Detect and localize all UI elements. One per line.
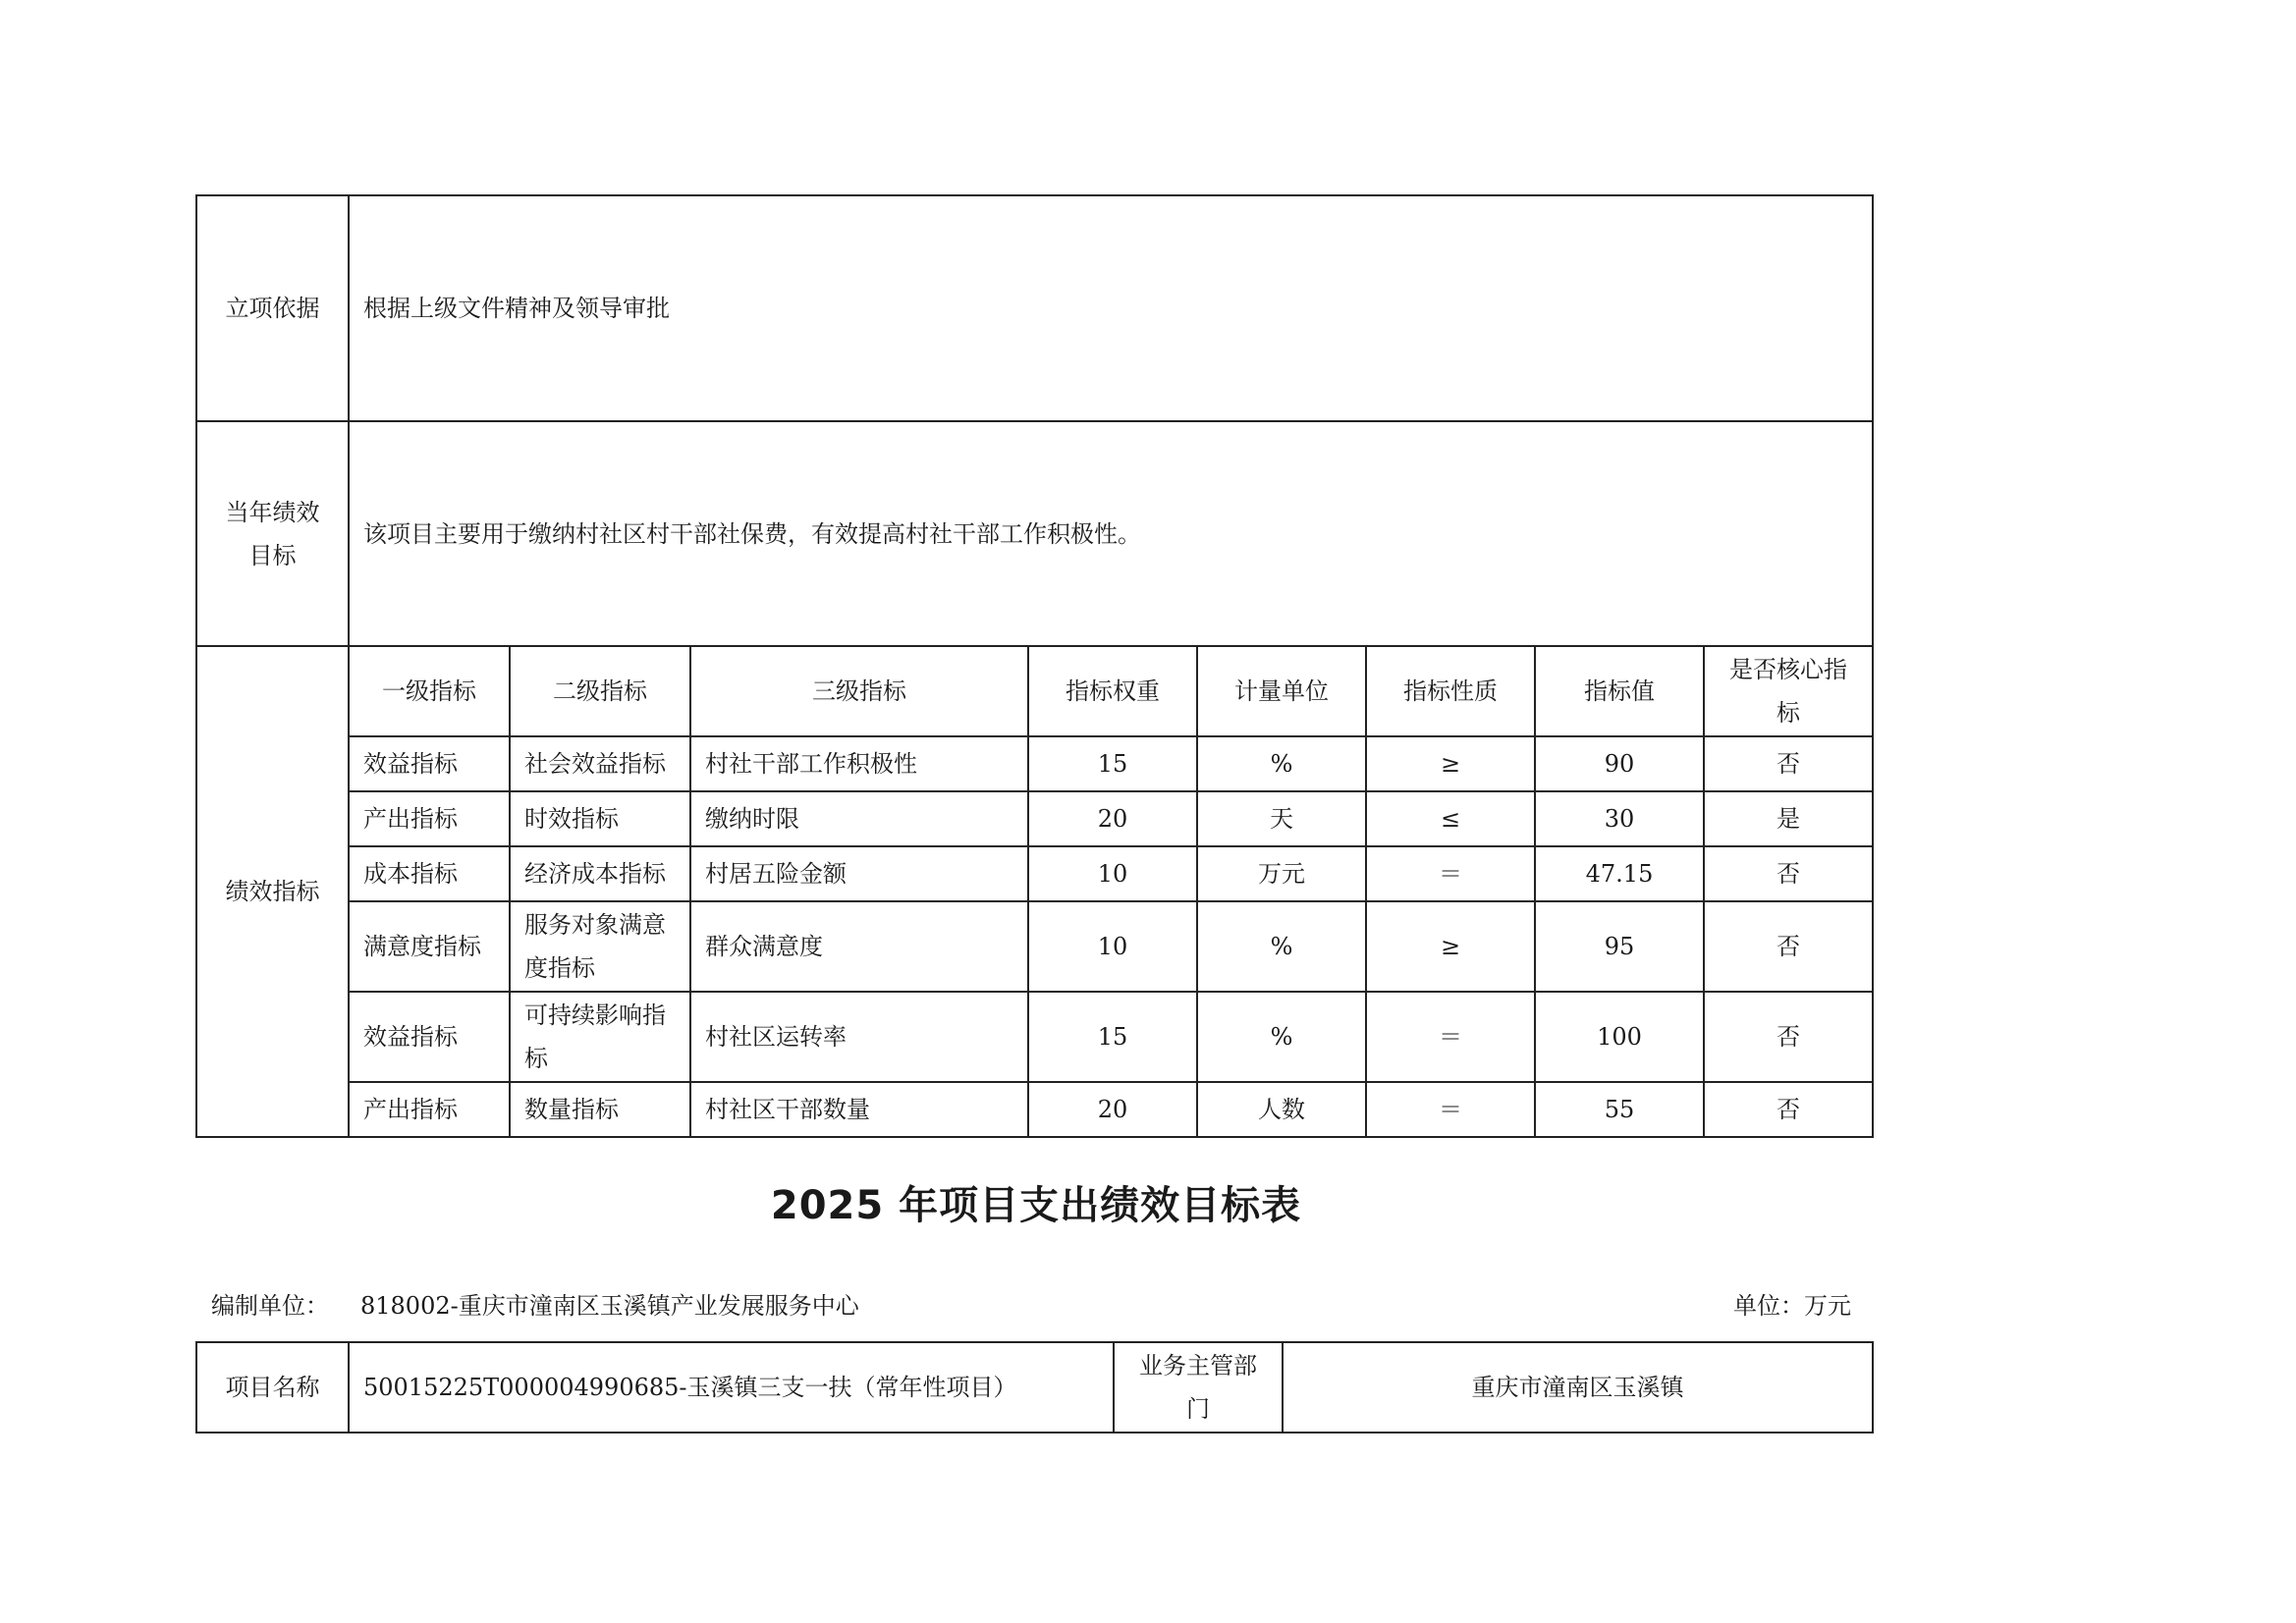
dept-label: [1114, 1342, 1283, 1433]
goal-label: [196, 421, 349, 646]
cell-value: 95: [1535, 901, 1704, 992]
cell-level1: 满意度指标: [349, 901, 510, 992]
cell-level1: 效益指标: [349, 736, 510, 791]
cell-nature: ＝: [1366, 846, 1535, 901]
cell-level3: 村社区干部数量: [690, 1082, 1028, 1137]
cell-unit: 天: [1197, 791, 1366, 846]
cell-nature: ≥: [1366, 901, 1535, 992]
header-core-line1: 是否核心指: [1729, 656, 1847, 683]
cell-level2-line2: 标: [524, 1045, 548, 1072]
table-row: [196, 736, 1873, 791]
cell-level1: 产出指标: [349, 1082, 510, 1137]
cell-level3: 群众满意度: [690, 901, 1028, 992]
cell-value: 90: [1535, 736, 1704, 791]
cell-level1: 效益指标: [349, 992, 510, 1082]
cell-level2: 经济成本指标: [510, 846, 690, 901]
cell-unit: %: [1197, 736, 1366, 791]
cell-level2: 时效指标: [510, 791, 690, 846]
basis-text: 根据上级文件精神及领导审批: [349, 195, 1873, 421]
header-value: 指标值: [1535, 646, 1704, 736]
table-row: [196, 1082, 1873, 1137]
dept-label-line1: 业务主管部: [1139, 1352, 1257, 1380]
cell-weight: 10: [1028, 901, 1197, 992]
cell-unit: 万元: [1197, 846, 1366, 901]
project-table: [195, 1341, 1874, 1434]
cell-core: 是: [1704, 791, 1873, 846]
cell-unit: 人数: [1197, 1082, 1366, 1137]
dept-value: 重庆市潼南区玉溪镇: [1283, 1342, 1873, 1433]
org-value: 818002-重庆市潼南区玉溪镇产业发展服务中心: [360, 1292, 859, 1320]
cell-core: 否: [1704, 736, 1873, 791]
project-name-value: 50015225T000004990685-玉溪镇三支一扶（常年性项目）: [349, 1342, 1114, 1433]
header-level3: 三级指标: [690, 646, 1028, 736]
performance-table: [195, 194, 1874, 1138]
cell-level1: 成本指标: [349, 846, 510, 901]
org-label: 编制单位：: [211, 1292, 329, 1320]
header-core: [1704, 646, 1873, 736]
page-title: 2025 年项目支出绩效目标表: [770, 1183, 1302, 1228]
cell-level2-line1: 可持续影响指: [524, 1001, 666, 1029]
indicator-header-row: [196, 646, 1873, 736]
cell-core: 否: [1704, 901, 1873, 992]
table-row: [196, 846, 1873, 901]
cell-value: 100: [1535, 992, 1704, 1082]
basis-label: 立项依据: [196, 195, 349, 421]
cell-core: 否: [1704, 1082, 1873, 1137]
cell-level2: [510, 901, 690, 992]
table-row: [196, 791, 1873, 846]
cell-value: 55: [1535, 1082, 1704, 1137]
project-row: [196, 1342, 1873, 1433]
cell-weight: 10: [1028, 846, 1197, 901]
goal-text: 该项目主要用于缴纳村社区村干部社保费，有效提高村社干部工作积极性。: [349, 421, 1873, 646]
cell-unit: %: [1197, 901, 1366, 992]
goal-label-line1: 当年绩效: [225, 498, 320, 526]
header-level1: 一级指标: [349, 646, 510, 736]
dept-label-line2: 门: [1186, 1395, 1210, 1423]
cell-level3: 缴纳时限: [690, 791, 1028, 846]
cell-level2: 社会效益指标: [510, 736, 690, 791]
basis-row: [196, 195, 1873, 421]
cell-nature: ＝: [1366, 992, 1535, 1082]
header-unit: 计量单位: [1197, 646, 1366, 736]
cell-level2-line2: 度指标: [524, 954, 595, 982]
cell-level1: 产出指标: [349, 791, 510, 846]
project-name-label: 项目名称: [196, 1342, 349, 1433]
cell-value: 47.15: [1535, 846, 1704, 901]
cell-level3: 村社区运转率: [690, 992, 1028, 1082]
header-core-line2: 标: [1777, 699, 1800, 727]
cell-weight: 20: [1028, 1082, 1197, 1137]
org-line: [211, 1286, 859, 1321]
cell-weight: 15: [1028, 992, 1197, 1082]
goal-label-line2: 目标: [248, 541, 297, 569]
table-row: [196, 992, 1873, 1082]
unit-label: 单位：万元: [1733, 1292, 1851, 1320]
cell-level2-line1: 服务对象满意: [524, 911, 666, 939]
cell-weight: 20: [1028, 791, 1197, 846]
header-level2: 二级指标: [510, 646, 690, 736]
cell-nature: ≥: [1366, 736, 1535, 791]
indicators-label: 绩效指标: [196, 646, 349, 1137]
cell-core: 否: [1704, 992, 1873, 1082]
cell-core: 否: [1704, 846, 1873, 901]
header-weight: 指标权重: [1028, 646, 1197, 736]
cell-nature: ＝: [1366, 1082, 1535, 1137]
cell-weight: 15: [1028, 736, 1197, 791]
table-row: [196, 901, 1873, 992]
cell-value: 30: [1535, 791, 1704, 846]
cell-level3: 村社干部工作积极性: [690, 736, 1028, 791]
cell-unit: %: [1197, 992, 1366, 1082]
header-nature: 指标性质: [1366, 646, 1535, 736]
cell-level2: 数量指标: [510, 1082, 690, 1137]
cell-nature: ≤: [1366, 791, 1535, 846]
cell-level2: [510, 992, 690, 1082]
goal-row: [196, 421, 1873, 646]
cell-level3: 村居五险金额: [690, 846, 1028, 901]
